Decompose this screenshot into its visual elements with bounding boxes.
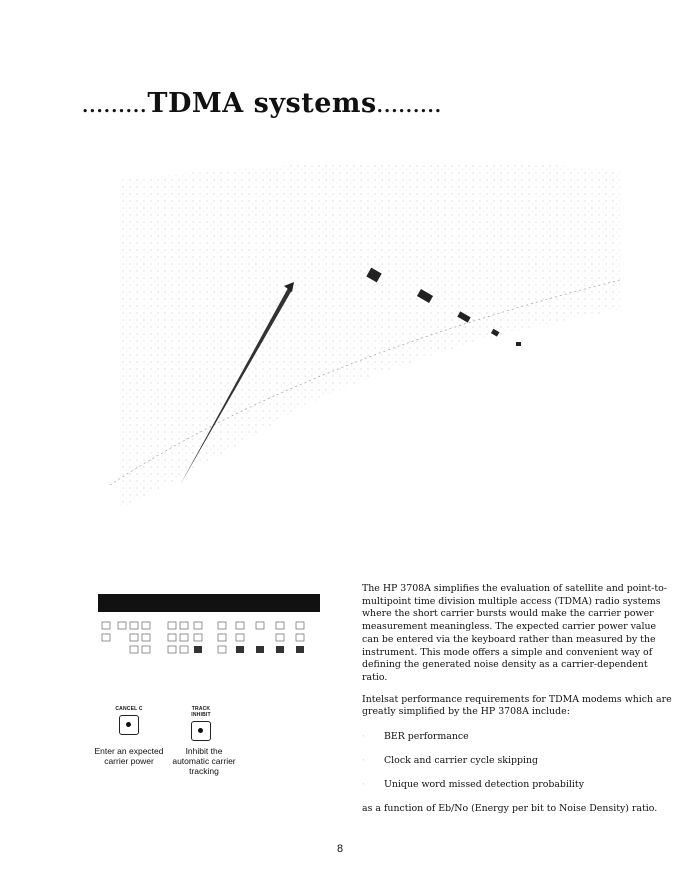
- title-dots: .........: [376, 96, 443, 117]
- instrument-front-panel: [98, 590, 320, 660]
- keypad: [98, 616, 320, 660]
- key-button: [191, 721, 211, 741]
- track-inhibit-key: [182, 706, 220, 741]
- page-number: 8: [336, 843, 344, 855]
- cancel-key: [110, 706, 148, 735]
- page-title: [82, 88, 442, 119]
- bullet-text: BER performance: [384, 731, 469, 743]
- bullet-text: Clock and carrier cycle skipping: [384, 755, 539, 767]
- key-label: CANCEL C: [115, 706, 143, 712]
- key-button: [119, 715, 139, 735]
- bullet-text: Unique word missed detection probability: [384, 779, 584, 791]
- title-text: TDMA systems: [147, 88, 377, 119]
- paragraph: The HP 3708A simplifies the evaluation of satellite and point-to-multipoint time division multiple access (TDMA) radio systems where the short carrier bursts would make the carrier power measurement meaningless. The expected carrier power value can be entered via the keyboard rather than measured by the instrument. This mode offers a simple and convenient way of defining the generated noise density as a carrier-dependent ratio.: [362, 583, 667, 683]
- tdma-burst-illustration: [80, 150, 640, 540]
- key-caption: Enter an expected carrier power: [94, 746, 164, 766]
- body-text: [362, 583, 672, 825]
- bullet-item: · Unique word missed detection probability: [362, 779, 584, 791]
- paragraph: Intelsat performance requirements for TDMA modems which are greatly simplified by the HP 3708A include:: [362, 693, 672, 718]
- bullet-item: · Clock and carrier cycle skipping: [362, 755, 539, 767]
- bullet-item: · BER performance: [362, 731, 469, 743]
- key-caption: Inhibit the automatic carrier tracking: [172, 746, 236, 776]
- key-label: TRACK INHIBIT: [191, 706, 211, 718]
- paragraph: as a function of Eb/No (Energy per bit to Noise Density) ratio.: [362, 803, 658, 815]
- title-dots: .........: [82, 96, 148, 117]
- display-bar: [98, 594, 320, 612]
